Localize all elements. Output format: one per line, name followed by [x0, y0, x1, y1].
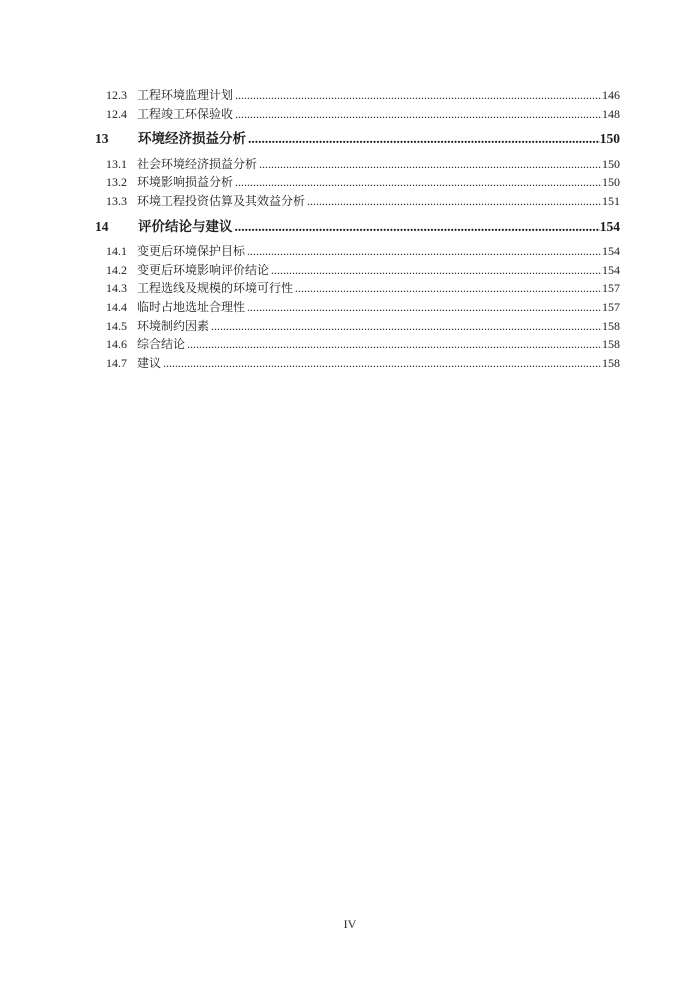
toc-entry-title: 环境影响损益分析: [137, 175, 234, 190]
toc-leader-dots: [295, 279, 602, 298]
toc-leader-dots: [187, 335, 602, 354]
toc-entry-number: 14.3: [106, 281, 127, 296]
toc-leader-dots: [163, 354, 602, 373]
toc-entry-page: 146: [602, 88, 620, 102]
toc-entry-title: 变更后环境影响评价结论: [137, 262, 270, 277]
toc-entry-page: 154: [602, 244, 620, 259]
toc-entry[interactable]: [95, 242, 620, 261]
toc-entry-page: 151: [602, 193, 620, 208]
toc-entry[interactable]: [95, 173, 620, 192]
toc-entry[interactable]: [95, 218, 620, 237]
toc-leader-dots: [248, 130, 600, 149]
toc-entry-number: 14.6: [106, 337, 127, 352]
toc-entry-number: 14: [95, 218, 109, 234]
toc-entry-title: 环境经济损益分析: [138, 131, 246, 147]
toc-entry[interactable]: [95, 86, 620, 105]
toc-entry[interactable]: [95, 261, 620, 280]
toc-entry-title: 环境制约因素: [137, 318, 210, 333]
toc-entry-number: 14.7: [106, 355, 127, 370]
toc-entry-title: 综合结论: [137, 337, 186, 352]
toc-entry[interactable]: [95, 279, 620, 298]
toc-leader-dots: [247, 242, 602, 261]
toc-entry-title: 工程选线及规模的环境可行性: [137, 281, 294, 296]
toc-entry-page: 158: [602, 337, 620, 352]
toc-leader-dots: [235, 173, 602, 192]
toc-entry-number: 13: [95, 131, 109, 147]
toc-leader-dots: [235, 105, 602, 124]
toc-entry-title: 社会环境经济损益分析: [137, 156, 258, 171]
toc-entry-page: 148: [602, 106, 620, 121]
toc-entry-page: 154: [602, 262, 620, 277]
toc-entry[interactable]: [95, 130, 620, 149]
table-of-contents: [95, 86, 620, 372]
toc-leader-dots: [211, 317, 602, 336]
toc-entry[interactable]: [95, 354, 620, 373]
toc-entry-page: 158: [602, 355, 620, 370]
toc-entry-title: 临时占地选址合理性: [137, 299, 246, 314]
toc-entry[interactable]: [95, 192, 620, 211]
toc-entry[interactable]: [95, 155, 620, 174]
toc-entry-number: 14.5: [106, 318, 127, 333]
toc-entry[interactable]: [95, 298, 620, 317]
toc-leader-dots: [235, 86, 602, 105]
page-footer: [0, 916, 700, 932]
toc-entry-title: 工程竣工环保验收: [137, 106, 234, 121]
toc-entry-page: 150: [599, 131, 620, 147]
toc-entry-number: 12.4: [106, 106, 127, 121]
toc-entry-page: 157: [602, 299, 620, 314]
toc-entry-number: 13.3: [106, 193, 127, 208]
toc-entry-page: 154: [599, 218, 620, 234]
toc-leader-dots: [259, 155, 602, 174]
toc-leader-dots: [235, 218, 600, 237]
toc-entry-page: 158: [602, 318, 620, 333]
toc-entry-title: 环境工程投资估算及其效益分析: [137, 193, 306, 208]
toc-entry-number: 12.3: [106, 88, 127, 102]
toc-entry-number: 13.2: [106, 175, 127, 190]
toc-entry-page: 150: [602, 156, 620, 171]
toc-leader-dots: [271, 261, 602, 280]
toc-entry-title: 建议: [137, 355, 162, 370]
toc-entry-title: 评价结论与建议: [138, 218, 233, 234]
toc-entry[interactable]: [95, 335, 620, 354]
toc-entry[interactable]: [95, 317, 620, 336]
toc-entry-number: 13.1: [106, 156, 127, 171]
toc-entry-title: 工程环境监理计划: [137, 88, 234, 102]
toc-leader-dots: [247, 298, 602, 317]
toc-entry[interactable]: [95, 105, 620, 124]
toc-entry-number: 14.2: [106, 262, 127, 277]
toc-entry-page: 157: [602, 281, 620, 296]
toc-entry-title: 变更后环境保护目标: [137, 244, 246, 259]
toc-entry-page: 150: [602, 175, 620, 190]
toc-leader-dots: [307, 192, 602, 211]
toc-entry-number: 14.4: [106, 299, 127, 314]
page-number: IV: [343, 917, 357, 931]
toc-entry-number: 14.1: [106, 244, 127, 259]
